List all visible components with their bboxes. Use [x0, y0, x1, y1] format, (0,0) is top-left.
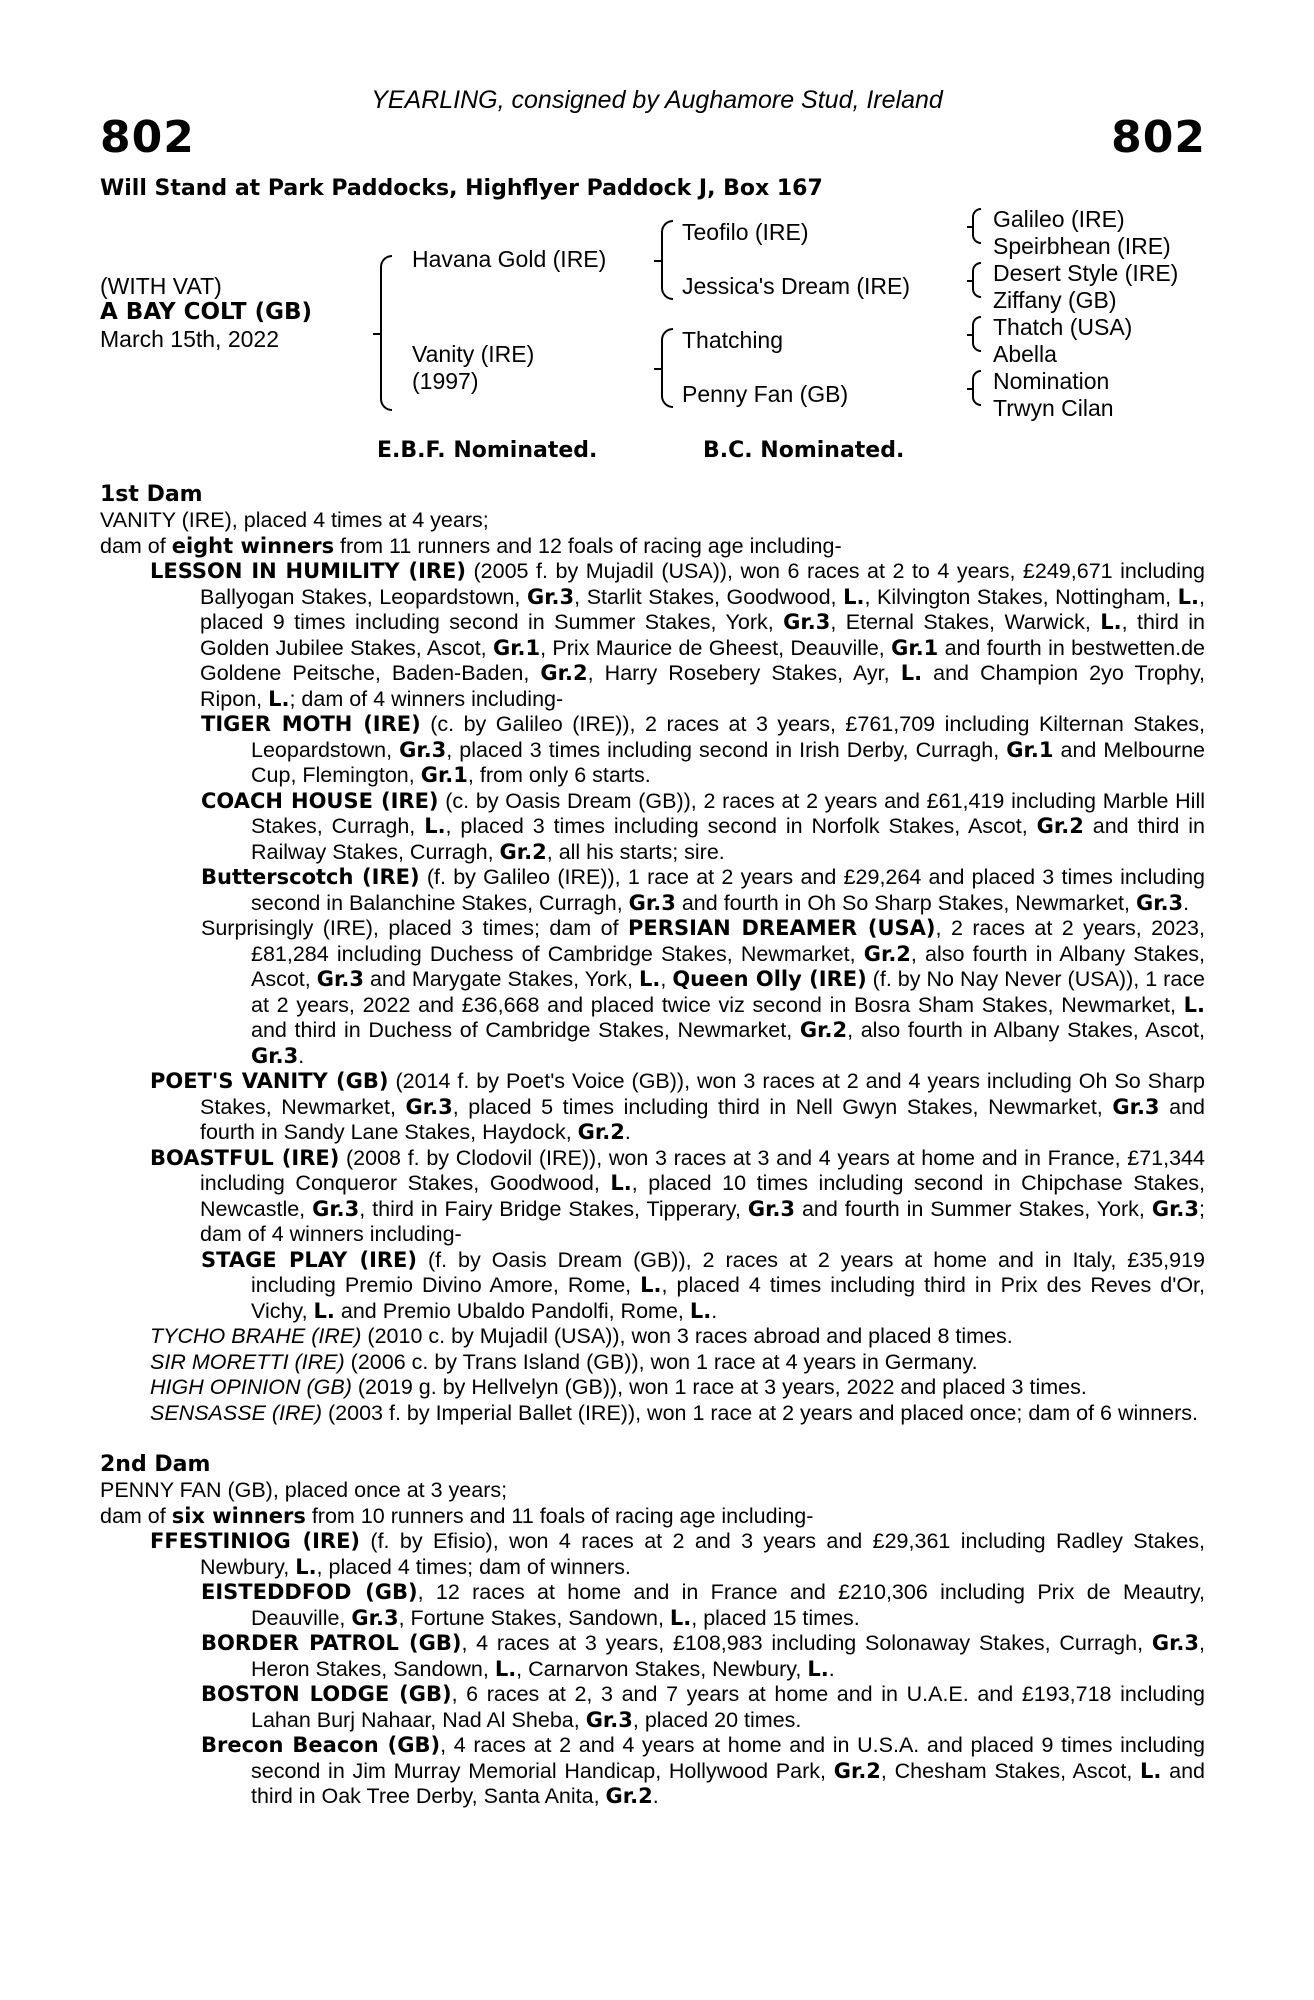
bracket-dam [661, 328, 673, 408]
text-run: and Melbourne Cup, Flemington, [251, 737, 1206, 787]
text-run: ; dam of 4 winners including- [289, 686, 564, 711]
bold-text: Gr.3 [251, 1043, 299, 1068]
bold-text: Gr.3 [405, 1094, 453, 1119]
text-run: , 6 races at 2, 3 and 7 years at home and in U.A.E. and £193,718 including Lahan Burj Nahaar, Nad Al Sheba, [251, 1682, 1205, 1732]
grandsire-6: Abella [993, 341, 1057, 367]
bold-text: BOSTON LODGE (GB) [201, 1682, 452, 1706]
grandsire-1: Galileo (IRE) [993, 206, 1125, 232]
bold-text: L. [900, 661, 923, 685]
text-run: . [711, 1298, 718, 1323]
text-run: (f. by No Nay Never (USA)), 1 race at 2 years, 2022 and £36,668 and placed twice viz second in Bosra Sham Stakes, Newmarket, [251, 967, 1205, 1017]
bold-text: L. [494, 1656, 517, 1681]
bold-text: BOASTFUL (IRE) [150, 1145, 340, 1170]
text-run: and third in Railway Stakes, Curragh, [251, 814, 1205, 864]
bold-text: Gr.3 [783, 610, 831, 634]
bold-text: L. [843, 584, 865, 609]
bold-text: L. [1183, 992, 1205, 1017]
horse-dob: March 15th, 2022 [100, 326, 280, 352]
bold-text: Gr.3 [585, 1707, 633, 1732]
text-run: , Prix Maurice de Gheest, Deauville, [540, 635, 892, 660]
text-run: , placed 4 times; dam of winners. [316, 1554, 631, 1579]
text-run: , placed 20 times. [632, 1707, 802, 1732]
grandsire-3: Desert Style (IRE) [993, 260, 1179, 286]
sire-sire: Teofilo (IRE) [682, 219, 809, 245]
text-run: and third in Oak Tree Derby, Santa Anita, [251, 1758, 1205, 1808]
italic-text: SENSASSE (IRE) [150, 1400, 323, 1425]
text-run: (2003 f. by Imperial Ballet (IRE)), won 1 race at 2 years and placed once; dam of 6 winners. [322, 1400, 1199, 1425]
text-run: , 12 races at home and in France and £210,306 including Prix de Meautry, Deauville, [251, 1580, 1205, 1630]
text-run: , placed 9 times including second in Summer Stakes, York, [200, 584, 1206, 634]
text-run: dam of [100, 533, 172, 558]
bold-text: EISTEDDFOD (GB) [201, 1580, 418, 1604]
progeny-entry [100, 1375, 1205, 1401]
bold-text: L. [640, 1273, 662, 1297]
text-run: and fourth in Summer Stakes, York, [795, 1196, 1152, 1221]
text-run: (2014 f. by Poet's Voice (GB)), won 3 races at 2 and 4 years including Oh So Sharp Stakes, Newmarket, [200, 1069, 1206, 1119]
text-run: , Heron Stakes, Sandown, [251, 1631, 1206, 1681]
text-run: (2006 c. by Trans Island (GB)), won 1 race at 4 years in Germany. [344, 1349, 978, 1374]
text-run: (c. by Galileo (IRE)), 2 races at 3 years, £761,709 including Kilternan Stakes, Leopardstown, [251, 712, 1206, 762]
grandsire-4: Ziffany (GB) [993, 287, 1117, 313]
bracket-sire [661, 220, 673, 300]
bold-text: Gr.3 [526, 584, 575, 609]
bold-text: Gr.3 [1112, 1094, 1160, 1119]
bold-text: Gr.2 [499, 839, 547, 864]
progeny-entry [100, 1580, 1205, 1631]
progeny-entry [100, 1733, 1205, 1810]
text-run: . [652, 1784, 659, 1808]
text-run: and Marygate Stakes, York, [363, 967, 639, 991]
bold-text: Gr.2 [577, 1120, 625, 1144]
bold-text: Gr.2 [540, 661, 588, 685]
bold-text: L. [638, 967, 661, 991]
bold-text: Gr.1 [492, 635, 541, 660]
text-run: . [1183, 890, 1190, 915]
grandsire-8: Trwyn Cilan [993, 395, 1114, 421]
bold-text: Gr.3 [399, 737, 447, 762]
text-run: (f. by Galileo (IRE)), 1 race at 2 years and £29,264 and placed 3 times including second in Balanchine Stakes, Curragh, [251, 865, 1206, 915]
bold-text: Gr.3 [747, 1196, 796, 1221]
text-run: , Fortune Stakes, Sandown, [398, 1605, 670, 1630]
vat-note: (WITH VAT) [100, 273, 222, 299]
bold-text: L. [295, 1554, 317, 1579]
text-run: , placed 15 times. [691, 1605, 860, 1630]
text-run: , third in Fairy Bridge Stakes, Tipperary, [359, 1196, 748, 1221]
progeny-entry [100, 1682, 1205, 1733]
bold-text: Gr.3 [351, 1605, 399, 1630]
text-run: Surprisingly (IRE), placed 3 times; dam of [201, 916, 629, 940]
text-run: , also fourth in Albany Stakes, Ascot, [847, 1018, 1205, 1042]
text-run: from 10 runners and 11 foals of racing age including- [305, 1503, 814, 1528]
consignor-line: YEARLING, consigned by Aughamore Stud, Ireland [371, 86, 943, 114]
bold-text: Gr.3 [316, 967, 364, 991]
italic-text: HIGH OPINION (GB) [150, 1375, 352, 1399]
progeny-entry [100, 1324, 1205, 1350]
text-run: , 4 races at 3 years, £108,983 including Solonaway Stakes, Curragh, [461, 1631, 1152, 1655]
text-run: , Kilvington Stakes, Nottingham, [864, 584, 1178, 609]
first-dam-heading: 1st Dam [100, 482, 203, 507]
progeny-entry [100, 916, 1205, 1069]
bold-text: TIGER MOTH (IRE) [201, 712, 421, 736]
bracket-g-c [972, 316, 981, 352]
catalogue-body [100, 482, 1205, 1810]
bold-text: Gr.3 [312, 1196, 360, 1221]
first-dam-line: VANITY (IRE), placed 4 times at 4 years; [100, 508, 489, 532]
dam-year: (1997) [412, 368, 479, 394]
text-run: , 4 races at 2 and 4 years at home and in U.S.A. and placed 9 times including second in Jim Murray Memorial Handicap, Hollywood Park, [251, 1733, 1205, 1783]
progeny-entry [100, 865, 1205, 916]
bold-text: Gr.3 [628, 890, 676, 915]
ebf-nominated: E.B.F. Nominated. [377, 438, 598, 463]
sire-name: Havana Gold (IRE) [412, 246, 607, 272]
progeny-entry [100, 1069, 1205, 1146]
progeny-entry [100, 712, 1205, 789]
grandsire-7: Nomination [993, 368, 1110, 394]
bold-text: Gr.1 [420, 763, 468, 787]
bold-text: L. [268, 686, 290, 711]
bold-text: Gr.2 [1036, 814, 1084, 838]
progeny-entry [100, 1350, 1205, 1376]
bold-text: BORDER PATROL (GB) [201, 1631, 462, 1655]
bold-text: LESSON IN HUMILITY (IRE) [150, 559, 466, 583]
text-run: and fourth in Oh So Sharp Stakes, Newmarket, [675, 890, 1136, 915]
bracket-g-a [972, 208, 981, 244]
horse-name: A BAY COLT (GB) [100, 299, 313, 325]
text-run: , placed 10 times including second in Chipchase Stakes, Newcastle, [200, 1171, 1205, 1221]
text-run: and Premio Ubaldo Pandolfi, Rome, [334, 1298, 690, 1323]
bold-text: Brecon Beacon (GB) [201, 1733, 441, 1757]
text-run: , placed 5 times including third in Nell Gwyn Stakes, Newmarket, [452, 1094, 1113, 1119]
bold-text: L. [1100, 610, 1122, 634]
bold-text: L. [313, 1298, 335, 1323]
dam-sire: Thatching [682, 327, 784, 353]
text-run: , placed 4 times including third in Prix des Reves d'Or, Vichy, [251, 1273, 1205, 1323]
bracket-g-d [972, 370, 981, 406]
text-run: . [624, 1120, 631, 1144]
text-run: (2010 c. by Mujadil (USA)), won 3 races abroad and placed 8 times. [361, 1324, 1013, 1348]
bold-text: L. [669, 1605, 692, 1630]
text-run: (2019 g. by Hellvelyn (GB)), won 1 race at 3 years, 2022 and placed 3 times. [351, 1375, 1087, 1399]
bold-text: Gr.2 [799, 1018, 848, 1042]
text-run: dam of [100, 1503, 172, 1528]
dam-dam: Penny Fan (GB) [682, 381, 849, 407]
text-run: , Chesham Stakes, Ascot, [880, 1758, 1141, 1783]
text-run: (2008 f. by Clodovil (IRE)), won 3 races at 3 and 4 years at home and in France, £71,344 including Conqueror Stakes, Goodwood, [200, 1145, 1205, 1195]
progeny-entry [100, 789, 1205, 866]
text-run: , Eternal Stakes, Warwick, [830, 610, 1101, 634]
second-dam-line: PENNY FAN (GB), placed once at 3 years; [100, 1478, 508, 1502]
bold-text: L. [1177, 584, 1200, 609]
bold-text: COACH HOUSE (IRE) [201, 788, 439, 813]
text-run: . [298, 1043, 305, 1068]
text-run: from 11 runners and 12 foals of racing age including- [334, 533, 842, 558]
italic-text: TYCHO BRAHE (IRE) [150, 1324, 362, 1348]
first-dam-summary [100, 534, 1205, 560]
bold-text: FFESTINIOG (IRE) [150, 1529, 361, 1553]
bold-text: Queen Olly (IRE) [672, 967, 867, 991]
second-dam-summary [100, 1504, 1205, 1530]
text-run: (c. by Oasis Dream (GB)), 2 races at 2 years and £61,419 including Marble Hill Stakes, Curragh, [251, 788, 1205, 838]
bold-text: L. [1140, 1758, 1162, 1783]
text-run: . [828, 1656, 835, 1681]
text-run: and third in Duchess of Cambridge Stakes, Newmarket, [251, 1018, 800, 1042]
text-run: , Carnarvon Stakes, Newbury, [516, 1656, 808, 1681]
text-run: , all his starts; sire. [546, 839, 725, 864]
progeny-entry [100, 1529, 1205, 1580]
dam-name: Vanity (IRE) [412, 341, 535, 367]
text-run: , placed 3 times including second in Norfolk Stakes, Ascot, [445, 814, 1037, 838]
progeny-entry [100, 1631, 1205, 1682]
text-run: , [660, 967, 673, 991]
text-run: , Harry Rosebery Stakes, Ayr, [587, 661, 901, 685]
bracket-g-b [972, 262, 981, 298]
bc-nominated: B.C. Nominated. [703, 438, 905, 463]
bracket-parents [380, 255, 392, 411]
bold-text: PERSIAN DREAMER (USA) [628, 916, 936, 940]
progeny-entry [100, 1146, 1205, 1248]
bold-text: Butterscotch (IRE) [201, 865, 420, 889]
bold-text: STAGE PLAY (IRE) [201, 1247, 417, 1272]
text-run: , third in Golden Jubilee Stakes, Ascot, [200, 610, 1205, 660]
sire-dam: Jessica's Dream (IRE) [682, 273, 911, 299]
text-run: , placed 3 times including second in Irish Derby, Curragh, [446, 737, 1007, 762]
text-run: (2005 f. by Mujadil (USA)), won 6 races at 2 to 4 years, £249,671 including Ballyogan Stakes, Leopardstown, [200, 559, 1205, 609]
stand-location: Will Stand at Park Paddocks, Highflyer Paddock J, Box 167 [100, 176, 823, 201]
progeny-entry [100, 1248, 1205, 1325]
text-run: (f. by Efisio), won 4 races at 2 and 3 years and £29,361 including Radley Stakes, Newbury, [200, 1529, 1205, 1579]
grandsire-5: Thatch (USA) [993, 314, 1133, 340]
bold-text: six winners [171, 1503, 306, 1528]
bold-text: Gr.3 [1135, 890, 1184, 915]
lot-number-right: 802 [1111, 112, 1206, 163]
text-run: and fourth in Sandy Lane Stakes, Haydock, [200, 1094, 1205, 1144]
lot-number-left: 802 [100, 112, 195, 163]
bold-text: L. [807, 1656, 829, 1681]
progeny-entry [100, 559, 1205, 712]
bold-text: L. [610, 1171, 632, 1195]
bold-text: L. [689, 1298, 712, 1323]
progeny-entry [100, 1401, 1205, 1427]
grandsire-2: Speirbhean (IRE) [993, 233, 1171, 259]
bold-text: Gr.3 [1151, 1196, 1200, 1221]
first-dam-entries [100, 559, 1205, 1426]
text-run: , from only 6 starts. [467, 763, 651, 787]
bold-text: Gr.2 [833, 1758, 881, 1783]
bold-text: Gr.3 [1151, 1631, 1200, 1655]
text-run: , also fourth in Albany Stakes, Ascot, [251, 941, 1206, 991]
text-run: and fourth in bestwetten.de Goldene Peitsche, Baden-Baden, [200, 635, 1205, 685]
text-run: , 2 races at 2 years, 2023, £81,284 including Duchess of Cambridge Stakes, Newmarket, [251, 916, 1205, 966]
bold-text: Gr.1 [891, 635, 939, 660]
text-run: and Champion 2yo Trophy, Ripon, [200, 661, 1205, 711]
italic-text: SIR MORETTI (IRE) [150, 1349, 345, 1374]
second-dam-entries [100, 1529, 1205, 1810]
bold-text: eight winners [171, 533, 335, 558]
bold-text: Gr.2 [605, 1784, 653, 1808]
bold-text: L. [424, 814, 446, 838]
text-run: ; dam of 4 winners including- [200, 1196, 1206, 1246]
bold-text: Gr.1 [1006, 737, 1054, 762]
bold-text: POET'S VANITY (GB) [150, 1069, 389, 1093]
second-dam-heading: 2nd Dam [100, 1452, 211, 1477]
bold-text: Gr.2 [863, 941, 911, 966]
text-run: (f. by Oasis Dream (GB)), 2 races at 2 years at home and in Italy, £35,919 including Premio Divino Amore, Rome, [251, 1247, 1205, 1297]
text-run: , Starlit Stakes, Goodwood, [574, 584, 844, 609]
